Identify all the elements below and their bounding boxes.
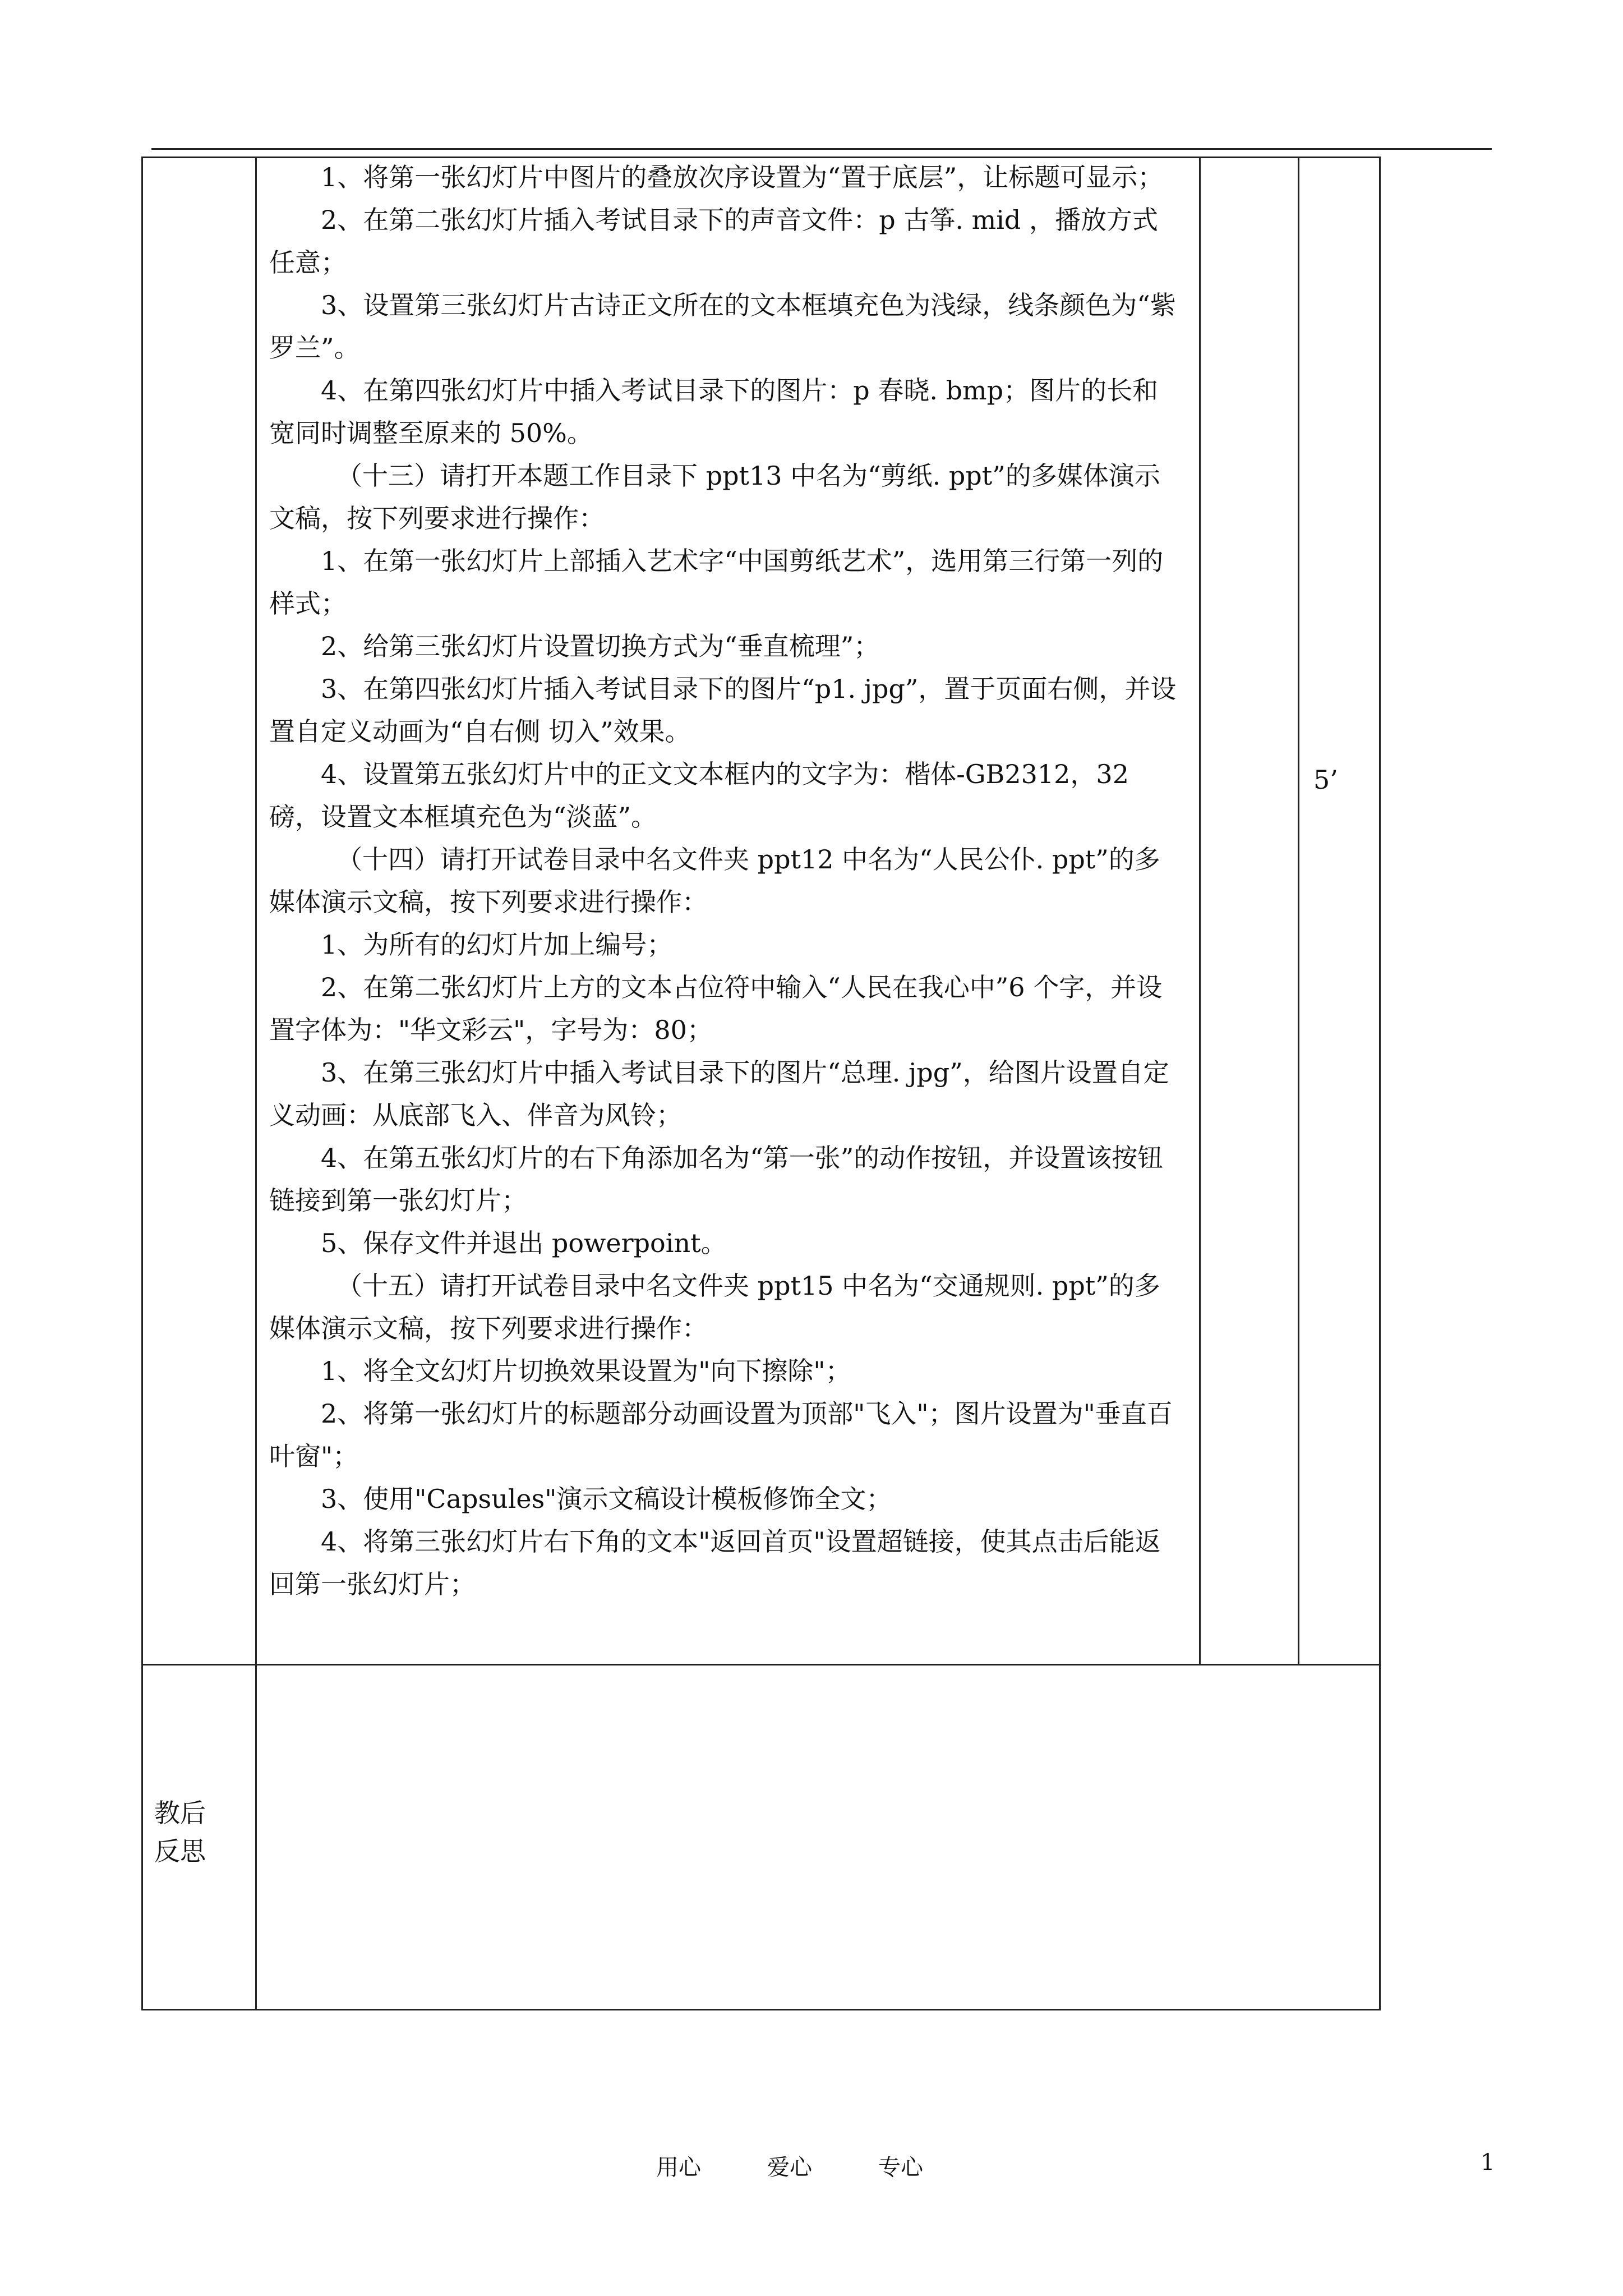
task-item: 2、在第二张幻灯片插入考试目录下的声音文件：p 古筝. mid ，播放方式任意； <box>269 205 1158 278</box>
section-heading: （十三）请打开本题工作目录下 ppt13 中名为“剪纸. ppt”的多媒体演示文稿，按下列要求进行操作： <box>269 461 1160 533</box>
task-item: 2、将第一张幻灯片的标题部分动画设置为顶部"飞入"；图片设置为"垂直百叶窗"； <box>269 1398 1173 1471</box>
task-item: 4、在第五张幻灯片的右下角添加名为“第一张”的动作按钮，并设置该按钮链接到第一张幻灯片； <box>269 1143 1164 1216</box>
task-item: 3、使用"Capsules"演示文稿设计模板修饰全文； <box>321 1484 892 1514</box>
footer-item: 用心 <box>656 2155 701 2180</box>
task-item: 1、将第一张幻灯片中图片的叠放次序设置为“置于底层”，让标题可显示； <box>321 162 1164 192</box>
section-heading: （十四）请打开试卷目录中名文件夹 ppt12 中名为“人民公仆. ppt”的多媒体演示文稿，按下列要求进行操作： <box>269 844 1160 917</box>
time-allocation: 5’ <box>1313 765 1338 795</box>
task-item: 2、给第三张幻灯片设置切换方式为“垂直梳理”； <box>321 631 880 661</box>
page-number: 1 <box>1481 2150 1495 2175</box>
task-item: 1、在第一张幻灯片上部插入艺术字“中国剪纸艺术”，选用第三行第一列的样式； <box>269 546 1164 619</box>
col-divider-3 <box>1298 157 1299 1664</box>
section-heading: （十五）请打开试卷目录中名文件夹 ppt15 中名为“交通规则. ppt”的多媒体演示文稿，按下列要求进行操作： <box>269 1271 1160 1343</box>
task-item: 4、设置第五张幻灯片中的正文文本框内的文字为：楷体-GB2312，32 磅，设置文本框填充色为“淡蓝”。 <box>269 759 1129 832</box>
col-divider-2 <box>1199 157 1201 1664</box>
row-divider <box>141 1664 1381 1665</box>
task-item: 4、将第三张幻灯片右下角的文本"返回首页"设置超链接，使其点击后能返回第一张幻灯片； <box>269 1526 1161 1599</box>
task-item: 5、保存文件并退出 powerpoint。 <box>321 1228 727 1258</box>
header-rule <box>151 148 1492 150</box>
reflection-label <box>154 1794 255 1870</box>
task-item: 1、为所有的幻灯片加上编号； <box>321 930 673 960</box>
footer-item: 专心 <box>878 2155 923 2180</box>
task-item: 3、设置第三张幻灯片古诗正文所在的文本框填充色为浅绿，线条颜色为“紫罗兰”。 <box>269 290 1176 363</box>
reflection-label-line-2: 反思 <box>154 1836 206 1866</box>
task-item: 1、将全文幻灯片切换效果设置为"向下擦除"； <box>321 1356 851 1386</box>
reflection-label-line-1: 教后 <box>154 1798 206 1828</box>
task-item: 3、在第四张幻灯片插入考试目录下的图片“p1. jpg”，置于页面右侧，并设置自定义动画为“自右侧 切入”效果。 <box>269 674 1177 747</box>
footer <box>656 2150 923 2182</box>
exercise-text <box>269 156 1183 1605</box>
footer-item: 爱心 <box>767 2155 812 2180</box>
task-item: 2、在第二张幻灯片上方的文本占位符中输入“人民在我心中”6 个字，并设置字体为："华文彩云"，字号为：80； <box>269 972 1163 1045</box>
col-divider-1 <box>255 157 257 2010</box>
task-item: 4、在第四张幻灯片中插入考试目录下的图片：p 春晓. bmp；图片的长和宽同时调整至原来的 50%。 <box>269 375 1159 448</box>
task-item: 3、在第三张幻灯片中插入考试目录下的图片“总理. jpg”，给图片设置自定义动画：从底部飞入、伴音为风铃； <box>269 1057 1169 1130</box>
